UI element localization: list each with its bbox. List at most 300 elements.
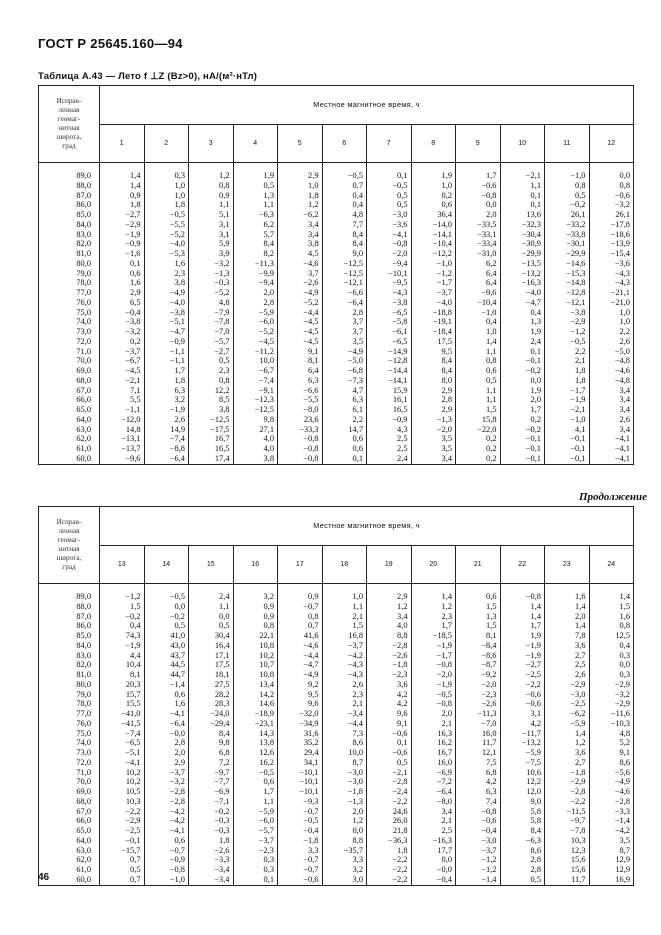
value-cell: 9,1 [367, 719, 412, 729]
value-cell: 0,3 [589, 651, 634, 661]
value-cell: −4,5 [100, 366, 145, 376]
local-time-header: Местное магнитное время, ч [100, 86, 634, 125]
value-cell: 0,5 [233, 181, 278, 191]
local-time-header: Местное магнитное время, ч [100, 507, 634, 546]
value-cell: −29,4 [189, 719, 234, 729]
value-cell: 26,1 [589, 210, 634, 220]
value-cell: 0,5 [189, 356, 234, 366]
table-row [39, 777, 634, 787]
value-cell: 4,2 [456, 777, 501, 787]
value-cell: 1,5 [589, 602, 634, 612]
latitude-cell: 74,0 [39, 738, 100, 748]
value-cell: 1,6 [589, 612, 634, 622]
value-cell: 2,0 [322, 807, 367, 817]
latitude-cell: 68,0 [39, 797, 100, 807]
value-cell: −10,1 [278, 787, 323, 797]
value-cell: −2,6 [367, 651, 412, 661]
value-cell: 0,6 [233, 777, 278, 787]
value-cell: −2,9 [589, 680, 634, 690]
value-cell: 2,8 [500, 865, 545, 875]
value-cell: 8,0 [411, 376, 456, 386]
hour-header: 22 [500, 545, 545, 584]
value-cell: 16,7 [411, 748, 456, 758]
latitude-cell: 85,0 [39, 631, 100, 641]
value-cell: 3,0 [322, 875, 367, 885]
value-cell: 2,9 [367, 592, 412, 602]
value-cell: 0,0 [500, 376, 545, 386]
value-cell: 0,6 [456, 592, 501, 602]
value-cell: 29,4 [278, 748, 323, 758]
value-cell: 0,5 [100, 865, 145, 875]
value-cell: −13,7 [100, 444, 145, 454]
value-cell: −0,9 [144, 855, 189, 865]
value-cell: −8,7 [456, 660, 501, 670]
value-cell: −22,0 [456, 425, 501, 435]
value-cell: 4,4 [100, 651, 145, 661]
value-cell: 3,4 [278, 230, 323, 240]
value-cell: −1,4 [589, 816, 634, 826]
value-cell: −7,3 [322, 376, 367, 386]
value-cell: −3,6 [367, 220, 412, 230]
value-cell: 7,8 [545, 631, 590, 641]
value-cell: 2,5 [367, 434, 412, 444]
value-cell: 3,4 [589, 395, 634, 405]
value-cell: −6,1 [367, 327, 412, 337]
value-cell: 3,8 [189, 405, 234, 415]
value-cell: −4,2 [144, 816, 189, 826]
latitude-cell: 81,0 [39, 249, 100, 259]
value-cell: 2,1 [411, 816, 456, 826]
value-cell: 4,2 [500, 719, 545, 729]
value-cell: 0,9 [100, 191, 145, 201]
latitude-cell: 69,0 [39, 366, 100, 376]
value-cell: −14,8 [545, 278, 590, 288]
value-cell: −0,2 [144, 612, 189, 622]
value-cell: −6,6 [322, 288, 367, 298]
value-cell: 34,1 [278, 758, 323, 768]
value-cell: −6,7 [100, 356, 145, 366]
latitude-cell: 89,0 [39, 592, 100, 602]
value-cell: 2,3 [322, 690, 367, 700]
table-row [39, 816, 634, 826]
value-cell: −1,7 [411, 651, 456, 661]
value-cell: 0,5 [500, 875, 545, 885]
value-cell: −0,8 [367, 239, 412, 249]
value-cell: 27,1 [233, 425, 278, 435]
value-cell: 9,6 [278, 699, 323, 709]
value-cell: −1,3 [189, 269, 234, 279]
value-cell: 12,2 [189, 386, 234, 396]
value-cell: 2,9 [411, 405, 456, 415]
value-cell: −4,4 [278, 651, 323, 661]
value-cell: 0,1 [367, 171, 412, 181]
table-row [39, 797, 634, 807]
value-cell: 10,3 [100, 797, 145, 807]
value-cell: 14,7 [322, 425, 367, 435]
value-cell: 2,0 [411, 709, 456, 719]
value-cell: 1,2 [322, 816, 367, 826]
table-row [39, 444, 634, 454]
value-cell: 2,2 [322, 415, 367, 425]
value-cell: −16,3 [411, 836, 456, 846]
value-cell: −9,1 [233, 386, 278, 396]
table-row [39, 768, 634, 778]
value-cell: 0,0 [589, 171, 634, 181]
value-cell: −9,7 [189, 768, 234, 778]
latitude-cell: 65,0 [39, 405, 100, 415]
value-cell: 10,2 [100, 777, 145, 787]
latitude-cell: 62,0 [39, 855, 100, 865]
value-cell: 0,7 [278, 621, 323, 631]
value-cell: 16,3 [411, 729, 456, 739]
value-cell: 35,2 [278, 738, 323, 748]
hour-header: 6 [322, 124, 367, 163]
value-cell: −4,2 [589, 826, 634, 836]
value-cell: 0,6 [144, 836, 189, 846]
value-cell: −4,0 [144, 239, 189, 249]
value-cell: −6,9 [189, 787, 234, 797]
value-cell: −0,8 [456, 807, 501, 817]
value-cell: 16,1 [367, 395, 412, 405]
value-cell: −0,2 [189, 807, 234, 817]
value-cell: −30,4 [500, 230, 545, 240]
value-cell: −8,6 [456, 651, 501, 661]
value-cell: −1,2 [545, 327, 590, 337]
value-cell: 2,5 [411, 826, 456, 836]
value-cell: 6,3 [322, 395, 367, 405]
value-cell: −1,7 [545, 386, 590, 396]
value-cell: 0,4 [500, 308, 545, 318]
value-cell: −4,9 [278, 670, 323, 680]
table-row [39, 347, 634, 357]
value-cell: −1,7 [411, 278, 456, 288]
value-cell: −0,0 [144, 729, 189, 739]
value-cell: 1,2 [367, 602, 412, 612]
latitude-cell: 89,0 [39, 171, 100, 181]
value-cell: 12,9 [589, 855, 634, 865]
value-cell: −12,5 [322, 269, 367, 279]
value-cell: −2,2 [367, 865, 412, 875]
latitude-cell: 79,0 [39, 690, 100, 700]
value-cell: 8,4 [322, 239, 367, 249]
latitude-cell: 78,0 [39, 699, 100, 709]
value-cell: 0,1 [367, 738, 412, 748]
value-cell: 0,4 [589, 641, 634, 651]
table-row [39, 191, 634, 201]
value-cell: 2,3 [189, 366, 234, 376]
table-row [39, 807, 634, 817]
value-cell: 1,0 [278, 181, 323, 191]
value-cell: 2,6 [589, 415, 634, 425]
value-cell: −10,1 [367, 269, 412, 279]
value-cell: 2,7 [545, 651, 590, 661]
value-cell: 0,2 [500, 415, 545, 425]
value-cell: 6,4 [456, 269, 501, 279]
value-cell: 7,2 [189, 758, 234, 768]
value-cell: 0,0 [589, 660, 634, 670]
value-cell: −0,7 [278, 602, 323, 612]
value-cell: 1,1 [456, 386, 501, 396]
value-cell: 13,4 [233, 680, 278, 690]
value-cell: 1,2 [411, 602, 456, 612]
value-cell: 0,0 [144, 602, 189, 612]
value-cell: −7,8 [545, 826, 590, 836]
value-cell: 0,0 [322, 826, 367, 836]
value-cell: 8,7 [322, 758, 367, 768]
value-cell: 24,6 [367, 807, 412, 817]
value-cell: −7,0 [189, 327, 234, 337]
value-cell: −0,5 [545, 337, 590, 347]
value-cell: −1,9 [500, 641, 545, 651]
table-row [39, 612, 634, 622]
table-row [39, 729, 634, 739]
value-cell: −11,3 [233, 259, 278, 269]
value-cell: −0,6 [367, 729, 412, 739]
value-cell: 14,8 [100, 425, 145, 435]
value-cell: −33,4 [456, 239, 501, 249]
value-cell: −3,7 [456, 846, 501, 856]
latitude-cell: 73,0 [39, 748, 100, 758]
value-cell: 0,5 [367, 191, 412, 201]
value-cell: 10,5 [100, 787, 145, 797]
value-cell: 1,9 [411, 171, 456, 181]
value-cell: −5,7 [233, 826, 278, 836]
value-cell: 23,6 [278, 415, 323, 425]
value-cell: −5,5 [278, 395, 323, 405]
value-cell: −2,0 [411, 670, 456, 680]
value-cell: −4,9 [322, 347, 367, 357]
value-cell: −0,2 [500, 366, 545, 376]
value-cell: 14,3 [233, 729, 278, 739]
value-cell: −3,4 [189, 865, 234, 875]
latitude-cell: 65,0 [39, 826, 100, 836]
value-cell: −10,1 [278, 768, 323, 778]
value-cell: −2,0 [411, 425, 456, 435]
value-cell: 1,5 [100, 602, 145, 612]
value-cell: −5,2 [189, 288, 234, 298]
value-cell: −5,9 [500, 748, 545, 758]
value-cell: 2,3 [144, 269, 189, 279]
latitude-cell: 77,0 [39, 288, 100, 298]
value-cell: 1,0 [589, 317, 634, 327]
value-cell: 13,8 [233, 738, 278, 748]
table-row [39, 395, 634, 405]
value-cell: −0,5 [144, 210, 189, 220]
value-cell: 4,5 [278, 249, 323, 259]
value-cell: 1,8 [278, 191, 323, 201]
value-cell: 17,7 [411, 846, 456, 856]
latitude-cell: 64,0 [39, 415, 100, 425]
value-cell: −17,8 [589, 220, 634, 230]
value-cell: 2,6 [589, 337, 634, 347]
value-cell: −3,2 [144, 777, 189, 787]
value-cell: 17,5 [411, 337, 456, 347]
value-cell: −9,6 [456, 288, 501, 298]
value-cell: 9,1 [589, 748, 634, 758]
value-cell: −4,1 [589, 434, 634, 444]
value-cell: −18,4 [411, 327, 456, 337]
value-cell: 3,4 [411, 454, 456, 464]
value-cell: 3,4 [411, 807, 456, 817]
value-cell: −3,0 [456, 836, 501, 846]
hour-header: 4 [233, 124, 278, 163]
value-cell: 3,9 [189, 249, 234, 259]
value-cell: 0,8 [545, 181, 590, 191]
value-cell: 1,6 [144, 699, 189, 709]
value-cell: −9,5 [367, 278, 412, 288]
value-cell: 8,7 [589, 846, 634, 856]
value-cell: 0,3 [233, 855, 278, 865]
value-cell: −0,9 [100, 239, 145, 249]
value-cell: −0,6 [589, 191, 634, 201]
table-row [39, 631, 634, 641]
latitude-cell: 63,0 [39, 846, 100, 856]
value-cell: −4,1 [144, 709, 189, 719]
value-cell: 8,6 [589, 758, 634, 768]
value-cell: −1,0 [545, 171, 590, 181]
value-cell: −30,1 [545, 239, 590, 249]
table-row [39, 288, 634, 298]
value-cell: 28,2 [189, 690, 234, 700]
value-cell: 7,5 [456, 758, 501, 768]
value-cell: −3,7 [411, 288, 456, 298]
value-cell: −3,4 [322, 709, 367, 719]
value-cell: 0,2 [100, 337, 145, 347]
value-cell: −3,0 [367, 210, 412, 220]
value-cell: 1,9 [500, 631, 545, 641]
latitude-cell: 83,0 [39, 230, 100, 240]
value-cell: −5,2 [233, 327, 278, 337]
table-body [39, 163, 634, 465]
value-cell: 8,1 [100, 670, 145, 680]
value-cell: 17,1 [189, 651, 234, 661]
value-cell: −0,4 [411, 875, 456, 885]
value-cell: −4,7 [278, 660, 323, 670]
value-cell: 16,0 [456, 729, 501, 739]
hour-header: 20 [411, 545, 456, 584]
value-cell: −10,3 [589, 719, 634, 729]
value-cell: −4,6 [278, 641, 323, 651]
table-row [39, 366, 634, 376]
value-cell: −11,7 [500, 729, 545, 739]
value-cell: 22,1 [233, 631, 278, 641]
value-cell: 3,4 [589, 425, 634, 435]
value-cell: 15,9 [367, 386, 412, 396]
value-cell: −0,3 [189, 816, 234, 826]
value-cell: −2,3 [233, 846, 278, 856]
value-cell: −0,7 [144, 846, 189, 856]
value-cell: 3,8 [278, 239, 323, 249]
table-row [39, 651, 634, 661]
value-cell: −2,8 [367, 641, 412, 651]
value-cell: 6,8 [189, 748, 234, 758]
value-cell: 2,0 [500, 395, 545, 405]
value-cell: −11,6 [589, 709, 634, 719]
value-cell: 6,5 [100, 298, 145, 308]
value-cell: 4,8 [322, 210, 367, 220]
value-cell: 1,1 [456, 347, 501, 357]
value-cell: −3,7 [322, 641, 367, 651]
latitude-cell: 72,0 [39, 337, 100, 347]
value-cell: 9,2 [278, 680, 323, 690]
value-cell: −0,5 [233, 768, 278, 778]
table-row [39, 875, 634, 885]
value-cell: −3,0 [322, 768, 367, 778]
value-cell: −6,3 [233, 210, 278, 220]
value-cell: 1,0 [456, 327, 501, 337]
value-cell: −7,1 [189, 797, 234, 807]
value-cell: 2,9 [144, 758, 189, 768]
value-cell: 2,4 [500, 337, 545, 347]
value-cell: 8,8 [322, 836, 367, 846]
value-cell: −1,2 [456, 855, 501, 865]
value-cell: −5,9 [233, 807, 278, 817]
value-cell: −2,7 [100, 210, 145, 220]
value-cell: −0,5 [278, 816, 323, 826]
value-cell: 0,9 [189, 191, 234, 201]
value-cell: 15,8 [456, 415, 501, 425]
value-cell: −11,3 [456, 709, 501, 719]
value-cell: −3,4 [189, 875, 234, 885]
value-cell: −5,0 [322, 356, 367, 366]
value-cell: 26,1 [545, 210, 590, 220]
value-cell: 5,8 [500, 807, 545, 817]
value-cell: 3,1 [189, 220, 234, 230]
value-cell: −10,4 [411, 239, 456, 249]
value-cell: −3,0 [322, 777, 367, 787]
page-number: 46 [38, 872, 50, 883]
value-cell: 3,8 [233, 454, 278, 464]
value-cell: −0,2 [500, 425, 545, 435]
value-cell: −21,1 [589, 288, 634, 298]
value-cell: −4,5 [233, 337, 278, 347]
table-row [39, 386, 634, 396]
value-cell: −29,9 [545, 249, 590, 259]
value-cell: 1,4 [100, 181, 145, 191]
value-cell: 3,4 [278, 220, 323, 230]
latitude-cell: 74,0 [39, 317, 100, 327]
value-cell: 9,8 [233, 415, 278, 425]
latitude-cell: 70,0 [39, 777, 100, 787]
value-cell: −2,9 [100, 816, 145, 826]
value-cell: 9,5 [278, 690, 323, 700]
value-cell: 0,5 [367, 200, 412, 210]
value-cell: 4,0 [233, 444, 278, 454]
value-cell: −0,8 [278, 434, 323, 444]
table-row [39, 210, 634, 220]
value-cell: −30,9 [500, 239, 545, 249]
value-cell: −1,1 [144, 356, 189, 366]
value-cell: 8,1 [278, 356, 323, 366]
value-cell: −12,8 [545, 288, 590, 298]
value-cell: −3,8 [367, 298, 412, 308]
value-cell: −7,4 [100, 729, 145, 739]
table-row [39, 826, 634, 836]
value-cell: −4,3 [367, 288, 412, 298]
value-cell: 3,5 [411, 444, 456, 454]
value-cell: 1,9 [500, 327, 545, 337]
value-cell: −4,4 [278, 308, 323, 318]
value-cell: −12,3 [233, 395, 278, 405]
value-cell: −7,0 [456, 719, 501, 729]
value-cell: 10,8 [233, 641, 278, 651]
value-cell: 1,5 [456, 621, 501, 631]
value-cell: 1,8 [100, 200, 145, 210]
value-cell: −9,4 [233, 278, 278, 288]
value-cell: −2,0 [456, 680, 501, 690]
value-cell: 6,8 [456, 768, 501, 778]
value-cell: −19,1 [411, 317, 456, 327]
